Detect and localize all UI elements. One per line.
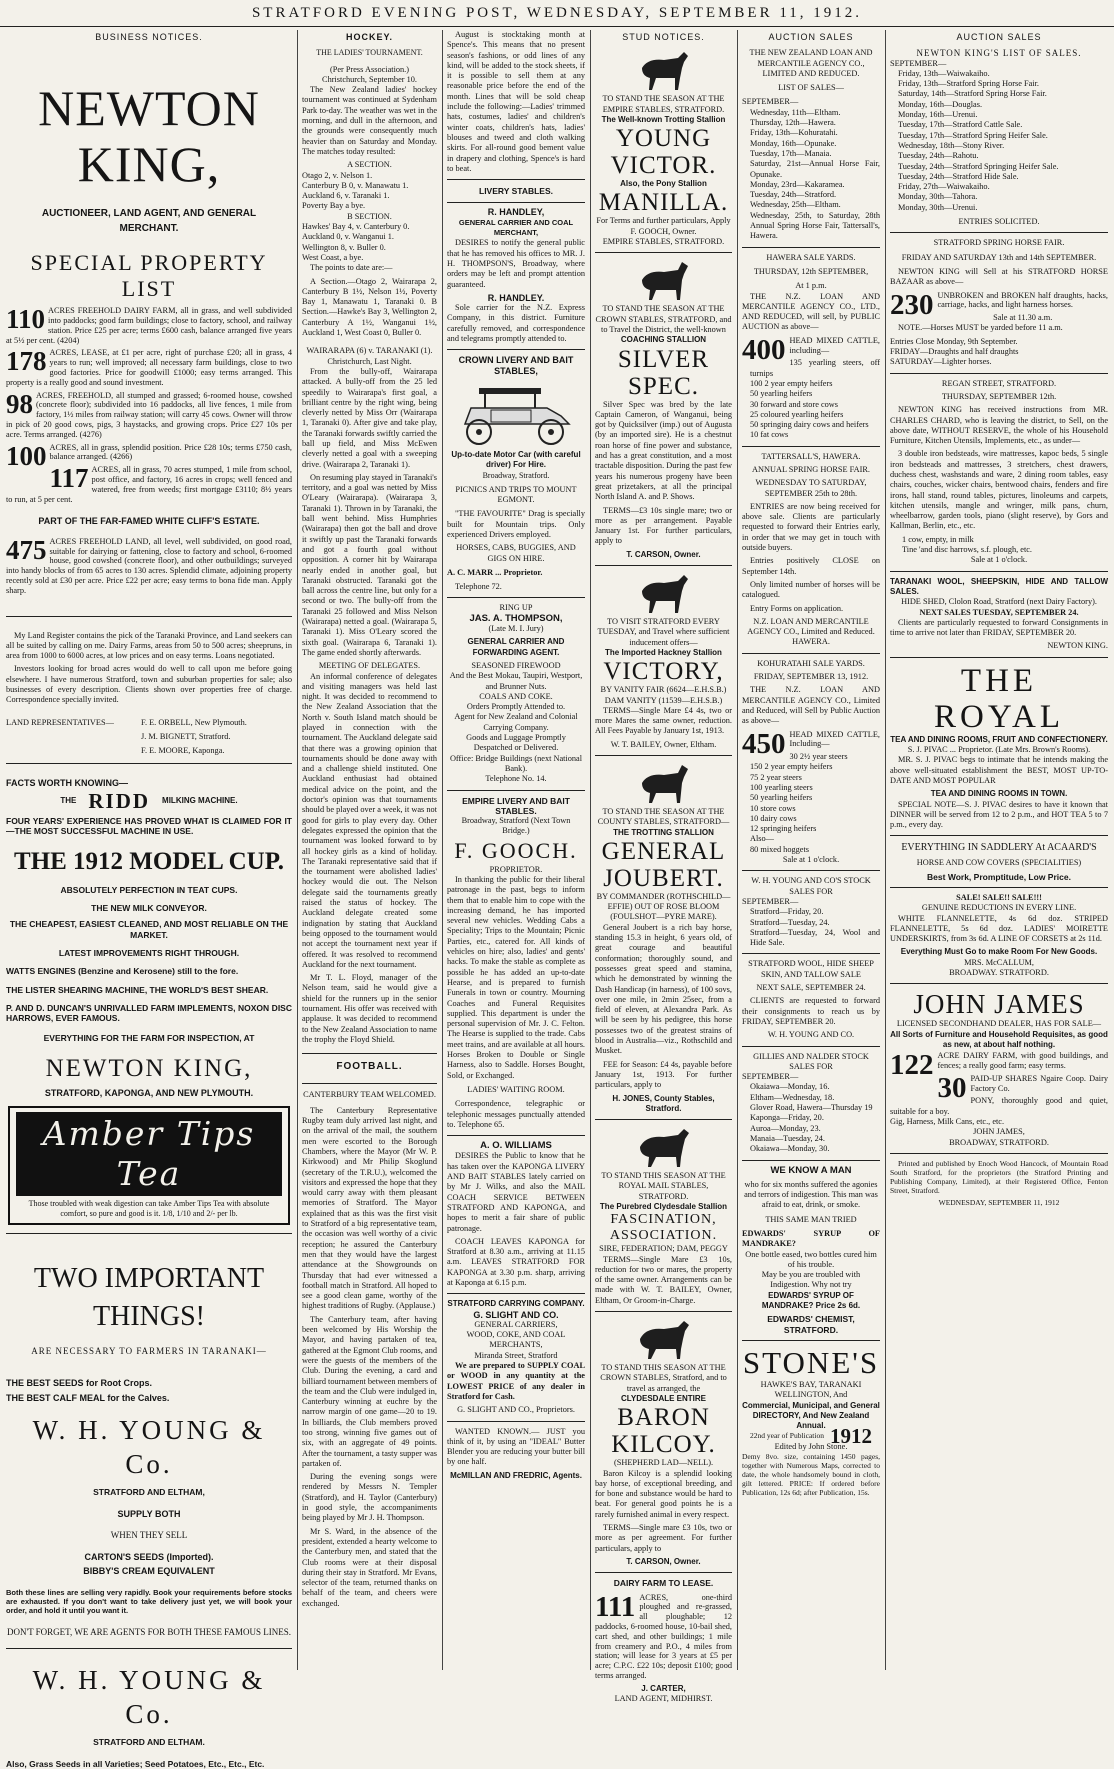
conveyor-line: THE NEW MILK CONVEYOR. — [91, 903, 207, 914]
sales-list: Friday, 13th—Waiwakaiho. Friday, 13th—Stratford Spring Horse Fair. Saturday, 14th—Stratford Spring Horse Fair. Monday, 16th—Douglas. Monday, 16th—Urenui. Tuesday, 17th—Stratford Cattle Sale. Tuesday, 17th—Stratford Spring Heifer Sale. Wednesday, 18th—Stony River. Tuesday, 24th—Rahotu. Tuesday, 24th—Stratford Springing Heifer Sale. Tuesday, 24th—Stratford Hide Sale. Friday, 27th—Waiwakaiho. Monday, 30th—Tahora. Monday, 30th—Urenui. — [898, 68, 1059, 212]
duncan-line: P. AND D. DUNCAN'S UNRIVALLED FARM IMPLEMENTS, NOXON DISC HARROWS, EVER FAMOUS. — [6, 1002, 292, 1024]
column-auction-sales-2: AUCTION SALES NEWTON KING'S LIST OF SALES. SEPTEMBER— Friday, 13th—Waiwakaiho. Friday, 13th—Stratford Spring Horse Fair. Saturday, 14th—Stratford Spring Horse Fair. Monday, 16th—Douglas. Monday, 16th—Urenui. Tuesday, 17th—Stratford Cattle Sale. Tuesday, 17th—Stratford Spring Heifer Sale. Wednesday, 18th—Stony River. Tuesday, 24th—Rahotu. Tuesday, 24th—Stratford Springing Heifer Sale. Tuesday, 24th—Stratford Hide Sale. Friday, 27th—Waiwakaiho. Monday, 30th—Tahora. Monday, 30th—Urenui. ENTRIES SOLICITED. STRATFORD SPRING HORSE FAIR. FRIDAY AND SATURDAY 13th and 14th SEPTEMBER. NEWTON KING will Sell at his STRATFORD HORSE BAZAAR as above— 230 UNBROKEN and BROKEN half draughts, hacks, carriage, hacks, and light harness horses. Sale at 11.30 a.m. NOTE.—Horses MUST be yarded before 11 a.m. Entries Close Monday, 9th September. FRIDAY—Draughts and half draughts SATURDAY—Lighter horses. REGAN STREET, STRATFORD. THURSDAY, SEPTEMBER 12th. NEWTON KING has received instructions from MR. CHARLES CHARD, who is leaving the district, to Sell, on the above date, WITHOUT RESERVE, the whole of his Household Furniture, Kitchen Utensils, Implements, etc., as under— 3 double iron bedsteads, wire mattresses, kapoc beds, 5 single iron bedsteads and mattresses, 3 stretchers, chest drawers, duchess chest, washstands and ware, 2 dining room tables, easy chairs, couches, wicker chairs, bentwood chairs, fenders and fire irons, hall stand, round tables, pictures, linoleums and carpets, kitchen utensils, mangle and wringer, milk pans, churn, wheelbarrow, garden tools, piano (slight reserve), by Gors and Kallman, Berlin, etc., etc. 1 cow, empty, in milk Tine 'and disc harrows, s.f. plough, etc. Sale at 1 o'clock. TARANAKI WOOL, SHEEPSKIN, HIDE AND TALLOW SALES. HIDE SHED, Clolon Road, Stratford (next Dairy Factory). NEXT SALES TUESDAY, SEPTEMBER 24. Clients are particularly requested to forward Consignments in time to arrive not later than FRIDAY, SEPTEMBER 20. NEWTON KING. THE ROYAL TEA AND DINING ROOMS, FRUIT AND CONFECTIONERY. S. J. PIVAC ... Proprietor. (Late Mrs. Brown's Rooms). MR. S. J. PIVAC begs to intimate that he intends making the above well-situated establishment the BEST, MOST UP-TO-DATE AND MOST POPULAR TEA AND DINING ROOMS IN TOWN. SPECIAL NOTE—S. J. PIVAC desires to have it known that DINNER will be served from 12 to 2 p.m., and HOT TEA 5 to 7 p.m., every day. EVERYTHING IN SADDLERY At ACAARD'S HORSE AND COW COVERS (SPECIALITIES) Best Work, Promptitude, Low Price. SALE! SALE!! SALE!!! GENUINE REDUCTIONS IN EVERY LINE. WHITE FLANNELETTE, 4s 6d doz. STRIPED FLANNELETTE, 5s 6d doz. LADIES' MOIRETTE UNDERSKIRTS, from 3s 6d. A LINE OF CORSETS at 2s 11d. Everything Must Go to make Room For New Goods. MRS. McCALLUM, BROADWAY. STRATFORD. JOHN JAMES LICENSED SECONDHAND DEALER, HAS FOR SALE— All Sorts of Furniture and Household Requisites, as good as new, at about half nothing. 122 ACRE DAIRY FARM, with good buildings, and fences; a really good farm; easy terms. 30 PAID-UP SHARES Ngaire Coop. Dairy Factory Co. PONY, thoroughly good and quiet, suitable for a boy. Gig, Harness, Milk Cans, etc., etc. JOHN JAMES, BROADWAY, STRATFORD. Printed and published by Enoch Wood Hancock, of Mountain Road South Stratford, for the proprietors (the Stratford Printing and Publishing Company, Limited), at their Registered Office, Fenton Street, Stratford. WEDNESDAY, SEPTEMBER 11, 1912 — [890, 32, 1108, 1207]
column-business-notices: BUSINESS NOTICES. NEWTON KING, AUCTIONEER, LAND AGENT, AND GENERAL MERCHANT. SPECIAL PROPERTY LIST 110 ACRES FREEHOLD DAIRY FARM, all in grass, and well subdivided into paddocks; good farm buildings; close to factory, school, and railway station. Price £25 per acre; terms £600 cash, balance arranged five years at 5½ per cent. (4204) 178 ACRES, LEASE, at £1 per acre, right of purchase £20; all in grass, 4 years to run; well improved; all necessary farm buildings, close to two good factories. Price for goodwill £1000; easy terms arranged. This property is a really good and sound investment. 98 ACRES, FREEHOLD, all stumped and grassed; 6-roomed house, cowshed (concrete floor); subdivided into 16 paddocks, all live fences, 1 mile from factory, 1½ miles from railway station; will carry 45 cows. Owner will throw in pick of 20 good cows, pigs, 3 haystacks, and growing crops. Price £27 10s per acre. Terms arranged. (4276) 100 ACRES, all in grass, splendid position. Price £28 10s; terms £750 cash, balance arranged. (4266) 117 ACRES, all in grass, 70 acres stumped, 1 mile from school, post office, and factory, 16 acres in crops; well fenced and watered, free from weeds; first mortgage £3110; 8½ years to run, at 5 per cent. PART OF THE FAR-FAMED WHITE CLIFF'S ESTATE. 475 ACRES FREEHOLD LAND, all level, well subdivided, on good road, suitable for dairying or fattening, close to factory and school, 6-roomed house, good cowshed (concrete floor), and other outbuildings; surveyed into handy blocks of from 65 acres to 130 acres. Splendid climate, adjoining property recently sold at £30 per acre. Price £22 per acre; easy terms to bona fide man. Apply sharp. My Land Register contains the pick of the Taranaki Province, and Land seekers can all be suited by calling on me. Dairy Farms, areas from 50 to 500 acres; sheepruns, in area from 1000 to 6000 acres, at low prices and on easy terms. Loans negotiated. Investors looking for broad acres would do well to call upon me before going elsewhere. I have numerous Stratford, town and suburban properties for sale; also businesses of every description. Clients shown over properties free of charge. Correspondence specially invited. LAND REPRESENTATIVES— F. E. ORBELL, New Plymouth. J. M. BIGNETT, Stratford. F. E. MOORE, Kaponga. FACTS WORTH KNOWING— THE RIDD MILKING MACHINE. FOUR YEARS' EXPERIENCE HAS PROVED WHAT IS CLAIMED FOR IT—THE MOST SUCCESSFUL MACHINE IN USE. THE 1912 MODEL CUP. ABSOLUTELY PERFECTION IN TEAT CUPS. THE NEW MILK CONVEYOR. THE CHEAPEST, EASIEST CLEANED, AND MOST RELIABLE ON THE MARKET. LATEST IMPROVEMENTS RIGHT THROUGH. WATTS ENGINES (Benzine and Kerosene) still to the fore. THE LISTER SHEARING MACHINE, THE WORLD'S BEST SHEAR. P. AND D. DUNCAN'S UNRIVALLED FARM IMPLEMENTS, NOXON DISC HARROWS, EVER FAMOUS. EVERYTHING FOR THE FARM FOR INSPECTION, AT NEWTON KING, STRATFORD, KAPONGA, AND NEW PLYMOUTH. Amber Tips Tea Those troubled with weak digestion can take Amber Tips Tea with absolute comfort, so pure and good is it. 1/8, 1/10 and 2/- per lb. TWO IMPORTANT THINGS! ARE NECESSARY TO FARMERS IN TARANAKI— THE BEST SEEDS for Root Crops. THE BEST CALF MEAL for the Calves. W. H. YOUNG & Co. STRATFORD AND ELTHAM, SUPPLY BOTH WHEN THEY SELL CARTON'S SEEDS (Imported). BIBBY'S CREAM EQUIVALENT Both these lines are selling very rapidly. Book your requirements before stocks are exhausted. If you don't want to take delivery just yet, we will book your order, and hold it until you want it. DON'T FORGET, WE ARE AGENTS FOR BOTH THESE FAMOUS LINES. W. H. YOUNG & Co. STRATFORD AND ELTHAM. Also, Grass Seeds in all Varieties; Seed Potatoes, Etc., Etc., Etc. — [6, 32, 292, 1769]
land-representatives: LAND REPRESENTATIVES— F. E. ORBELL, New Plymouth. J. M. BIGNETT, Stratford. F. E. MOORE, Kaponga. — [6, 717, 247, 755]
amber-tips-ad: Amber Tips Tea Those troubled with weak digestion can take Amber Tips Tea with absolute comfort, so pure and good is it. 1/8, 1/10 and 2/- per lb. — [8, 1106, 290, 1225]
stallion-name: BARON KILCOY. — [611, 1404, 716, 1459]
section-heading: BUSINESS NOTICES. — [95, 32, 203, 42]
towns-line: STRATFORD, KAPONGA, AND NEW PLYMOUTH. — [44, 1087, 254, 1098]
lister-line: THE LISTER SHEARING MACHINE, THE WORLD'S BEST SHEAR. — [6, 984, 269, 995]
stallion-name: FASCINATION, ASSOCIATION. — [609, 1212, 718, 1244]
column-rule — [442, 30, 443, 1670]
stallion-name: SILVER SPEC. — [617, 345, 710, 400]
two-things-heading: TWO IMPORTANT THINGS! — [33, 1263, 265, 1333]
necessary-line: ARE NECESSARY TO FARMERS IN TARANAKI— — [31, 1346, 267, 1357]
column-rule — [737, 30, 738, 1670]
royal-tea-rooms-title: THE ROYAL — [933, 662, 1064, 735]
stallion-name: VICTORY, — [603, 658, 724, 686]
cattle-list: 135 yearling steers, off turnips 100 2 year empty heifers 50 yearling heifers 30 forward and store cows 25 coloured yearling heifers 50 springing dairy cows and heifers 10 fat cows — [750, 358, 880, 440]
horse-illustration — [634, 1125, 694, 1169]
sales-list: Wednesday, 11th—Eltham. Thursday, 12th—Hawera. Friday, 13th—Kohuratahi. Monday, 16th—Opunake. Tuesday, 17th—Manaia. Saturday, 21st—Annual Horse Fair, Opunake. Monday, 23rd—Kakaramea. Tuesday, 24th—Stratford. Wednesday, 25th—Eltham. Wednesday, 25th, to Saturday, 28th Annual Spring Horse Fair, Tattersall's, Hawera. — [750, 107, 880, 241]
horse-illustration — [634, 571, 694, 615]
white-cliffs-heading: PART OF THE FAR-FAMED WHITE CLIFF'S ESTATE. — [38, 516, 260, 527]
property-listing: 475 ACRES FREEHOLD LAND, all level, well subdivided, on good road, suitable for dairying or fattening, close to factory and school, 6-roomed house, good cowshed (concrete floor), and other outbuildings; surveyed into handy blocks of from 65 acres to 130 acres. Splendid climate, adjoining property recently sold at £30 per acre. Price £22 per acre; easy terms to bona fide man. Apply sharp. — [6, 534, 292, 595]
amber-tips-title: Amber Tips Tea — [16, 1112, 282, 1196]
property-listing: 117 ACRES, all in grass, 70 acres stumped, 1 mile from school, post office, and factory, 16 acres in crops; well fenced and watered, free from weeds; first mortgage £3110; 8½ years to run, at 5 per cent. — [6, 463, 292, 504]
latest-line: LATEST IMPROVEMENTS RIGHT THROUGH. — [58, 947, 240, 958]
watts-line: WATTS ENGINES (Benzine and Kerosene) still to the fore. — [6, 966, 239, 977]
wh-young-heading-2: W. H. YOUNG & Co. — [32, 1664, 266, 1729]
facts-heading: FACTS WORTH KNOWING— — [6, 777, 128, 788]
land-register-paragraph: My Land Register contains the pick of the Taranaki Province, and Land seekers can all be suited by calling on me. Dairy Farms, areas from 50 to 500 acres; sheepruns, in area from 1000 to 6000 acres, at low prices and on easy terms. Loans negotiated. — [6, 630, 292, 661]
john-james-title: JOHN JAMES — [913, 989, 1085, 1020]
stallion-name: YOUNG VICTOR. — [610, 125, 717, 180]
column-rule — [885, 30, 886, 1670]
horse-illustration — [634, 761, 694, 805]
property-listing: 100 ACRES, all in grass, splendid position. Price £28 10s; terms £750 cash, balance arranged. (4266) — [6, 440, 292, 471]
imprint: Printed and published by Enoch Wood Hancock, of Mountain Road South Stratford, for the proprietors (the Stratford Printing and Publishing Company, Limited), at their Registered Office, Fenton Street, Stratford. — [890, 1158, 1108, 1195]
stallion-name: MANILLA. — [598, 189, 729, 217]
column-stud-notices: STUD NOTICES. TO STAND THE SEASON AT THE EMPIRE STABLES, STRATFORD. The Well-known Trotting Stallion YOUNG VICTOR. Also, the Pony Stallion MANILLA. For Terms and further particulars, Apply F. GOOCH, Owner. EMPIRE STABLES, STRATFORD. TO STAND THE SEASON AT THE CROWN STABLES, STRATFORD, and to Travel the District, the well-known COACHING STALLION SILVER SPEC. Silver Spec was bred by the late Captain Cameron, of Wanganui, being got by Quicksilver (imp.) out of Augusta (by an imported sire). He is a chestnut roan horse of fine power and substance, and has a great constitution, and a most tractable disposition. During the past few years his numerous progeny have been great prizetakers, at all the principal North Island A. and P. Shows. TERMS—£3 10s single mare; two or more as per arrangement. Payable January 1st. For further particulars, apply to T. CARSON, Owner. TO VISIT STRATFORD EVERY TUESDAY, and Travel where sufficient inducement offers— The Imported Hackney Stallion VICTORY, BY VANITY FAIR (6624—E.H.S.B.) DAM VANITY (11539—E.H.S.B.) TERMS—Single Mare £4 4s, two or more Mares the same owner, reduction. All Fees Payable by January 1st, 1913. W. T. BAILEY, Owner, Eltham. TO STAND THE SEASON AT THE COUNTY STABLES, STRATFORD— THE TROTTING STALLION GENERAL JOUBERT. BY COMMANDER (ROTHSCHILD—EFFIE) OUT OF ROSE BLOOM (FOULSHOT—PYRE MARE). General Joubert is a rich bay horse, standing 15.3 in height, 6 years old, of great courage and beautiful conformation; thoroughly sound, and possesses great speed and stamina, which he demonstrated by winning the Dash Handicap (in harness), of 100 sovs, over one mile, in 2min 25sec, from a field of eleven, at Alexandra Park. As will be seen by his pedigree, this horse possesses two of the greatest strains of blood in Australia—viz., Rothschild and Musket. FEE for Season: £4 4s, payable before January 1st, 1913. For further particulars, apply to H. JONES, County Stables, Stratford. TO STAND THIS SEASON AT THE ROYAL MAIL STABLES, STRATFORD. The Purebred Clydesdale Stallion FASCINATION, ASSOCIATION. SIRE, FEDERATION; DAM, PEGGY TERMS—Single Mare £3 10s, reduction for two or mares, the property of the same owner. Arrangements can be made with W. T. BAILEY, Owner, Eltham, Or Groom-in-Charge. TO STAND THIS SEASON AT THE CROWN STABLES, Stratford, and to travel as arranged, the CLYDESDALE ENTIRE BARON KILCOY. (SHEPHERD LAD—NELL). Baron Kilcoy is a splendid looking bay horse, of exceptional breeding, and for bone and substance would be hard to beat. For general good points he is a rarely furnished animal in every respect. TERMS—Single mare £3 10s, two or more as per agreement. For further particulars, apply to T. CARSON, Owner. DAIRY FARM TO LEASE. 111 ACRES, one-third ploughed and re-grassed, all ploughable; 12 paddocks, 6-roomed house, 10-bail shed, cart shed, and other buildings; 1 mile from creamery and P.O., 4 miles from station; will lease for 3 years at £5 per acre; C.P.C. £22 10s; deposit £100; good terms arranged. J. CARTER, LAND AGENT, MIDHIRST. — [595, 32, 732, 1703]
newton-king-title: NEWTON KING, — [38, 80, 260, 193]
model-cup-heading: THE 1912 MODEL CUP. — [14, 847, 284, 875]
football-heading: FOOTBALL. — [336, 1061, 403, 1073]
cattle-list: 30 2½ year steers 150 2 year empty heifers 75 2 year steers 100 yearling steers 50 yearling heifers 10 store cows 10 dairy cows 12 springing heifers Also— 80 mixed hoggets — [750, 752, 848, 854]
section-heading: AUCTION SALES — [956, 32, 1042, 42]
newton-king-footer: NEWTON KING, — [45, 1054, 253, 1082]
perfection-line: ABSOLUTELY PERFECTION IN TEAT CUPS. — [60, 884, 238, 895]
ridd-heading: THE RIDD MILKING MACHINE. — [60, 788, 238, 813]
everything-line: EVERYTHING FOR THE FARM FOR INSPECTION, AT — [43, 1033, 255, 1044]
column-auction-sales: AUCTION SALES THE NEW ZEALAND LOAN AND MERCANTILE AGENCY CO., LIMITED AND REDUCED. LIST OF SALES— SEPTEMBER— Wednesday, 11th—Eltham. Thursday, 12th—Hawera. Friday, 13th—Kohuratahi. Monday, 16th—Opunake. Tuesday, 17th—Manaia. Saturday, 21st—Annual Horse Fair, Opunake. Monday, 23rd—Kakaramea. Tuesday, 24th—Stratford. Wednesday, 25th—Eltham. Wednesday, 25th, to Saturday, 28th Annual Spring Horse Fair, Tattersall's, Hawera. HAWERA SALE YARDS. THURSDAY, 12th SEPTEMBER, At 1 p.m. THE N.Z. LOAN AND MERCANTILE AGENCY CO., LTD., AND REDUCED, will sell, by PUBLIC AUCTION as above— 400 HEAD MIXED CATTLE, including— 135 yearling steers, off turnips 100 2 year empty heifers 50 yearling heifers 30 forward and store cows 25 coloured yearling heifers 50 springing dairy cows and heifers 10 fat cows TATTERSALL'S, HAWERA. ANNUAL SPRING HORSE FAIR. WEDNESDAY TO SATURDAY, SEPTEMBER 25th to 28th. ENTRIES are now being received for above sale. Clients are particularly requested to forward their Entries early, in order that we may get in touch with outside buyers. Entries positively CLOSE on September 14th. Only limited number of horses will be catalogued. Entry Forms on application. N.Z. LOAN AND MERCANTILE AGENCY CO., Limited and Reduced. HAWERA. KOHURATAHI SALE YARDS. FRIDAY, SEPTEMBER 13, 1912. THE N.Z. LOAN AND MERCANTILE AGENCY CO., Limited and Reduced, will Sell by Public Auction as above— 450 HEAD MIXED CATTLE, Including— 30 2½ year steers 150 2 year empty heifers 75 2 year steers 100 yearling steers 50 yearling heifers 10 store cows 10 dairy cows 12 springing heifers Also— 80 mixed hoggets Sale at 1 o'clock. W. H. YOUNG AND CO'S STOCK SALES FOR SEPTEMBER— Stratford—Friday, 20. Stratford—Tuesday, 24. Stratford—Tuesday, 24, Wool and Hide Sale. STRATFORD WOOL, HIDE SHEEP SKIN, AND TALLOW SALE NEXT SALE, SEPTEMBER 24. CLIENTS are requested to forward their consignments to reach us by FRIDAY, SEPTEMBER 20. W. H. YOUNG AND CO. GILLIES AND NALDER STOCK SALES FOR SEPTEMBER— Okaiawa—Monday, 16. Eltham—Wednesday, 18. Glover Road, Hawera—Thursday 19 Kaponga—Friday, 20. Auroa—Monday, 23. Manaia—Tuesday, 24. Okaiawa—Monday, 30. WE KNOW A MAN who for six months suffered the agonies and terrors of indigestion. This man was afraid to eat, drink, or smoke. THIS SAME MAN TRIED EDWARDS' SYRUP OF MANDRAKE? One bottle eased, two bottles cured him of his trouble. May be you are troubled with Indigestion. Why not try EDWARDS' SYRUP OF MANDRAKE? Price 2s 6d. EDWARDS' CHEMIST, STRATFORD. STONE'S HAWKE'S BAY, TARANAKI WELLINGTON, And Commercial, Municipal, and General DIRECTORY, And New Zealand Annual. 22nd year of Publication 1912 Edited by John Stone. Demy 8vo. size, containing 1450 pages, together with Numerous Maps, corrected to date, the whole handsomely bound in cloth, gilt lettered. PRICE: If ordered before Publication, 12s 6d; after Publication, 15s. — [742, 32, 880, 1498]
column-rule — [590, 30, 591, 1670]
property-listing: 110 ACRES FREEHOLD DAIRY FARM, all in grass, and well subdivided into paddocks; good farm buildings; close to factory, school, and railway station. Price £25 per acre; terms £600 cash, balance arranged five years at 5½ per cent. (4204) — [6, 304, 292, 345]
stallion-name: GENERAL JOUBERT. — [601, 837, 726, 892]
horse-illustration — [634, 1317, 694, 1361]
wh-young-heading: W. H. YOUNG & Co. — [32, 1414, 266, 1479]
four-years-line: FOUR YEARS' EXPERIENCE HAS PROVED WHAT IS CLAIMED FOR IT—THE MOST SUCCESSFUL MACHINE IN USE. — [6, 816, 292, 837]
section-heading: STUD NOTICES. — [622, 32, 705, 42]
stones-directory-title: STONE'S — [742, 1344, 880, 1380]
section-heading: AUCTION SALES — [768, 32, 854, 42]
column-rule — [297, 30, 298, 1670]
column-livery: August is stocktaking month at Spence's. This means that no present season's fashions, or odd lines of any kind, will be added to the stock sheets, if it is possible to sell them at any reasonable price before the end of the month. Lines that will be sold cheap include the following:—Ladies' trimmed hats, costumes, ladies' and children's winter coats, children's hats, ladies' blouses and tweed and cloth walking skirts. For all-round good bement value in drapery and clothing, Spence's is hard to beat. LIVERY STABLES. R. HANDLEY, GENERAL CARRIER AND COAL MERCHANT, DESIRES to notify the general public that he has removed his offices to MR. J. H. THOMPSON'S, Broadway, where orders may be left and prompt attention guaranteed. R. HANDLEY. Sole carrier for the N.Z. Express Company, in this district. Furniture carefully removed, and correspondence and telegrams promptly attended to. CROWN LIVERY AND BAIT STABLES, Up-to-date Motor Car (with careful driver) For Hire. Broadway, Stratford. PICNICS AND TRIPS TO MOUNT EGMONT. "THE FAVOURITE" Drag is specially built for Mountain trips. Only experienced Drivers employed. HORSES, CABS, BUGGIES, AND GIGS ON HIRE. A. C. MARR ... Proprietor. Telephone 72. RING UP JAS. A. THOMPSON, (Late M. I. Jury) GENERAL CARRIER AND FORWARDING AGENT. SEASONED FIREWOOD And the Best Mokau, Taupiri, Westport, and Brunner Nuts. COALS AND COKE. Orders Promptly Attended to. Agent for New Zealand and Colonial Carrying Company. Goods and Luggage Promptly Despatched or Delivered. Office: Bridge Buildings (next National Bank). Telephone No. 14. EMPIRE LIVERY AND BAIT STABLES. Broadway, Stratford (Next Town Bridge.) F. GOOCH. PROPRIETOR. In thanking the public for their liberal patronage in the past, begs to inform them that to enable him to cope with the increasing demand, he has imported several new vehicles. Wedding Cabs a Speciality; Trips to the Mountain; Picnic Parties, etc., catered for. All kinds of vehicles on hire; also, ladies' and gents' hacks. To make the stable as complete as possible he has added an up-to-date Hearse, and is prepared to furnish Funerals in town or country. Mourning Coaches and Funeral Requisites supplied. This department is under the personal supervision of Mr. J. C. Felton. The Hearse is supplied to the trade. Cabs meet trains, and are available at all hours. Horses Broken to Double or Single Harness, also to Saddle. Horses Bought, Sold, or Exchanged. LADIES' WAITING ROOM. Correspondence, telegraphic or telephonic messages punctually attended to. Telephone 65. A. O. WILLIAMS DESIRES the Public to know that he has taken over the KAPONGA LIVERY AND BAIT STABLES lately carried on by Mr J. Wilks, and also the MAIL COACH SERVICE BETWEEN STRATFORD AND KAPONGA, and hopes to merit a fair share of public patronage. COACH LEAVES KAPONGA for Stratford at 8.30 a.m., arriving at 11.15 a.m. LEAVES STRATFORD FOR KAPONGA at 3.30 p.m. sharp, arriving at Kaponga at 6.15 p.m. STRATFORD CARRYING COMPANY. G. SLIGHT AND CO. GENERAL CARRIERS, WOOD, COKE, AND COAL MERCHANTS, Miranda Street, Stratford We are prepared to SUPPLY COAL or WOOD in any quantity at the LOWEST PRICE of any dealer in Stratford for Cash. G. SLIGHT AND CO., Proprietors. WANTED KNOWN.— JUST you think of it, by using an "IDEAL" Butter Blender you are reducing your butter bill by one half. McMILLAN AND FREDRIC, Agents. — [447, 30, 585, 1480]
directory-year: 1912 — [829, 1424, 872, 1449]
horse-illustration — [634, 258, 694, 302]
special-list-title: SPECIAL PROPERTY LIST — [30, 250, 268, 302]
property-listing: 98 ACRES, FREEHOLD, all stumped and grassed; 6-roomed house, cowshed (concrete floor); subdivided into 16 paddocks, all live fences, 1 mile from factory, 1½ miles from railway station; will carry 45 cows. Owner will throw in pick of 20 good cows, pigs, 3 haystacks, and growing crops. Price £27 10s per acre. Terms arranged. (4276) — [6, 388, 292, 439]
newton-king-subtitle: AUCTIONEER, LAND AGENT, AND GENERAL MERCHANT. — [41, 208, 257, 235]
cheapest-line: THE CHEAPEST, EASIEST CLEANED, AND MOST RELIABLE ON THE MARKET. — [9, 919, 289, 940]
horse-illustration — [634, 48, 694, 92]
gooch-heading: F. GOOCH. — [454, 837, 578, 863]
masthead: STRATFORD EVENING POST, WEDNESDAY, SEPTEMBER 11, 1912. — [0, 0, 1114, 27]
motor-car-illustration — [451, 380, 581, 448]
imprint-date: WEDNESDAY, SEPTEMBER 11, 1912 — [938, 1197, 1060, 1207]
column-hockey-football: HOCKEY. THE LADIES' TOURNAMENT. (Per Press Association.) Christchurch, September 10. The New Zealand ladies' hockey tournament was continued at Sydenham Park to-day. The weather was wet in the morning, and dull in the afternoon, and the grounds were consequently much heavier than on Saturday and Monday. The matches today resulted: A SECTION. Otago 2, v. Nelson 1. Canterbury B 0, v. Manawatu 1. Auckland 6, v. Taranaki 1. Poverty Bay a bye. B SECTION. Hawkes' Bay 4, v. Canterbury 0. Auckland 0, v. Wanganui 1. Wellington 8, v. Buller 0. West Coast, a bye. The points to date are:— A Section.—Otago 2, Wairarapa 2, Canterbury B 1½, Nelson 1½, Poverty Bay 1, Manawatu 1, Taranaki 0. B Section.—Hawke's Bay 3, Wellington 2, Canterbury A 1½, Wanganui 1½, Auckland 1, West Coast 0, Buller 0. WAIRARAPA (6) v. TARANAKI (1). Christchurch, Last Night. From the bully-off, Wairarapa attacked. A bully-off from the 25 led speedily to Wairarapa's first goal, a brilliant centre by the right wing, being cleverly netted by Miss Orr (Wairarapa 1, Taranaki 0). After give and take play, the Taranaki forwards swiftly carried the ball up field, and Miss McEwen cleverly netted a goal with a sweeping drive. (Wairarapa 2, Taranaki 1). On resuming play stayed in Taranaki's territory, and a goal was netted by Miss O'Leary (Wairarapa). (Wairarapa 3, Taranaki 1). Thrown in by Taranaki, the ball went behind. Miss Humphries (Wairarapa) then got the ball and drove it swiftly up past the Taranaki forwards and got a fourth goal without opposition. A corner hit by Wairarapa nearly ended in another goal, but Taranaki obstructed. Taranaki got the ball across the centre line, but only for a second or two. The bully-off from the Taranaki 25 followed and Miss Nelson (Wairarapa) netted a goal. (Wairarapa 5, Taranaki 1). Miss O'Leary scored the sixth goal. (Wairarapa 6, Taranaki 1). The game ended shortly afterwards. MEETING OF DELEGATES. An informal conference of delegates and visiting managers was held last night. It was decided to recommend to the New Zealand Association that the North v. South Island match should be played in connection with the tournament. The Auckland delegate said that there was a growing opinion that tournaments should be done away with and a challenge shield instituted. One Auckland enthusiast had obtained medical advice on the point, and the doctor's opinion was that tournaments should be played over a week, it was not good for girls to play every day. Other delegates expressed the opinion that the tournament was looked forward to by all hockey girls as a kind of holiday. The Taranaki representative said that if the tournament were abolished ladies' hockey would die out. The Nelson delegate said the tournaments greatly raised the status of hockey. The Auckland delegate created some indignation by stating that Auckland being opposed to the tournament would not accept the tournament next year if offered. It was resolved to recommend Auckland for the next tournament. Mr T. L. Floyd, manager of the Nelson team, said he would give a shield for the runners up in the senior tournament. His offer was received with applause. It was decided to recommend to the New Zealand Association to name the trophy the Floyd Shield. FOOTBALL. CANTERBURY TEAM WELCOMED. The Canterbury Representative Rugby team duly arrived last night, and on the arrival of the mail, the southern men were escorted to the Borough Chambers, where the Mayor (Mr W. P. Kirkwood) and Mr Philip Skoglund (secretary of the T.R.U.), welcomed the visitors and expressed the hope that they would carry away with them pleasant memories of Stratford. The Mayor explained that as this was the first visit to Stratford of a big representative team, the occasion was well worthy of a civic reception; he assured the Canterbury men that they would have the largest attendance at the Showgrounds on Thursday that had ever witnessed a football match in Stratford. All hoped to see a good clean game, worthy of the highest traditions of Rugby. (Applause.) The Canterbury team, after having been welcomed by His Worship the Mayor, and having partaken of tea, gathered at the Egmont Club rooms, and were the guests of the members of the Club. During the evening, a card and billiard tournament between members of the team and the Club were indulged in, Canterbury winning at euchre by the narrow margin of one game—20 to 19. In billiards, the Club members proved too strong, winning five games out of six, with an aggregate of 49 points. After the tournament, a tasty supper was partaken of. During the evening songs were rendered by Messrs N. Templer (Stratford), and H. Taylor (Canterbury) in good style, the accompaniments being played by Mr J. H. Thompson. Mr S. Ward, in the absence of the president, extended a hearty welcome to the Canterbury men, and stated that the Club rooms were at their disposal during their stay in Stratford. Mr Evans, selector of the team, returned thanks on behalf of the team, and cheers were exchanged. — [302, 32, 438, 1608]
property-listing: 178 ACRES, LEASE, at £1 per acre, right of purchase £20; all in grass, 4 years to run; well improved; all necessary farm buildings, close to two good factories. Price for goodwill £1000; easy terms arranged. This property is a really good and sound investment. — [6, 346, 292, 387]
section-heading: HOCKEY. — [345, 32, 393, 42]
investors-paragraph: Investors looking for broad acres would do well to call upon me before going elsewhere. I have numerous Stratford, town and suburban properties for sale; also businesses of every description. Clients shown over properties free of charge. Correspondence specially invited. — [6, 664, 292, 705]
